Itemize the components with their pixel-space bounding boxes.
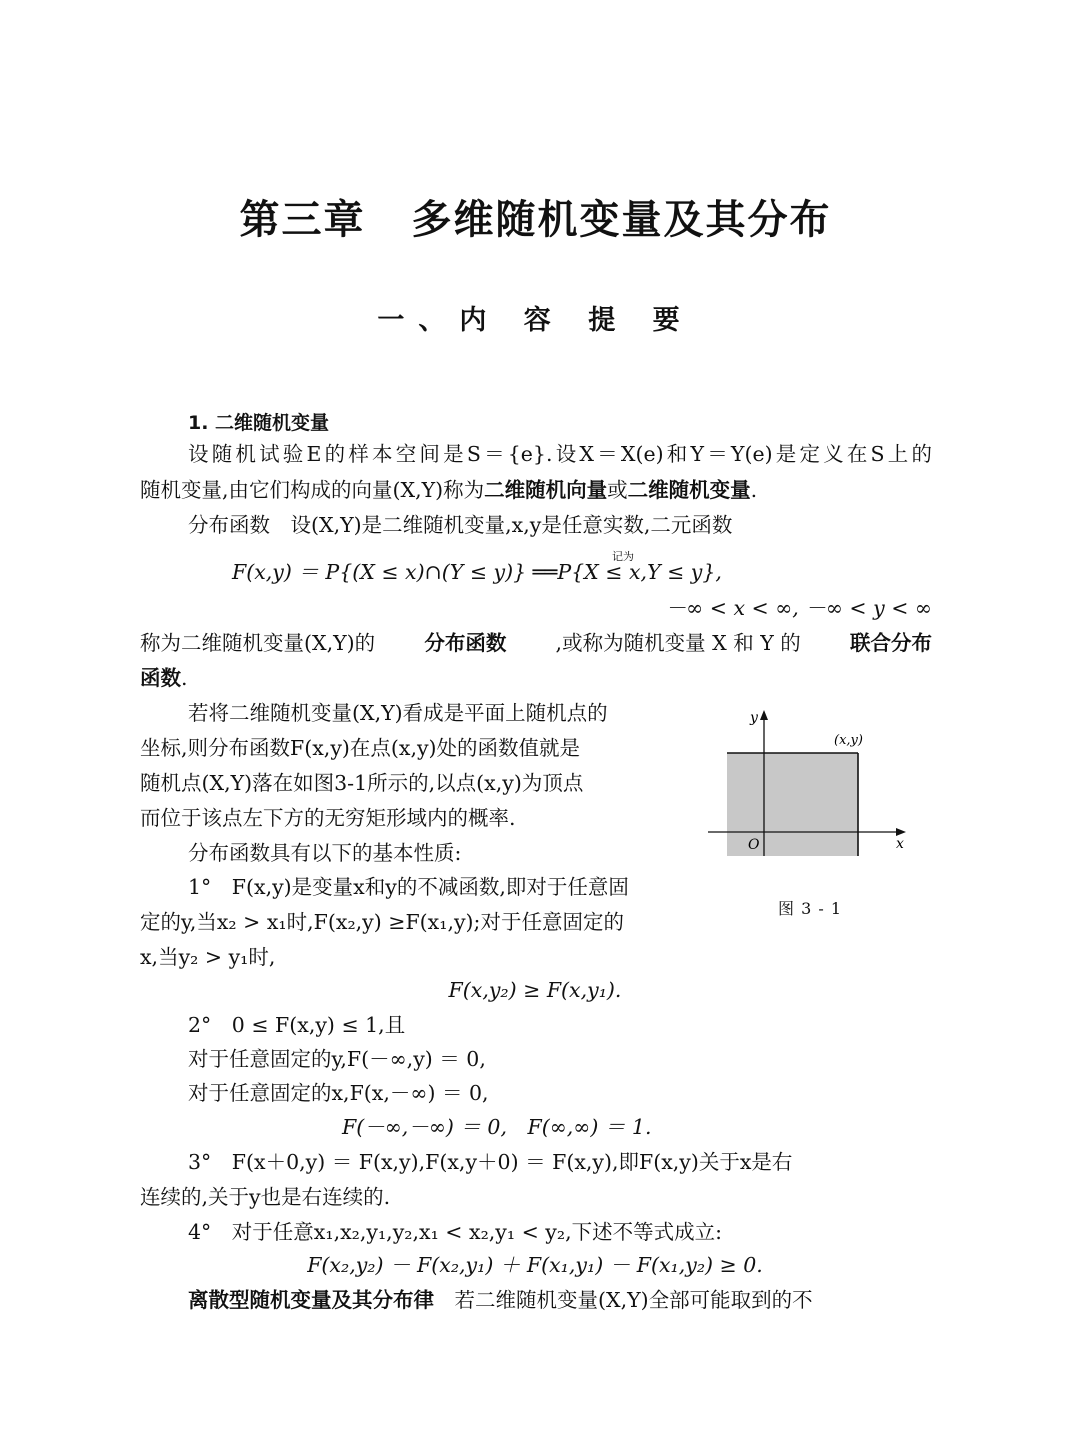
- property-4-line-1: 4° 对于任意x₁,x₂,y₁,y₂,x₁ < x₂,y₁ < y₂,下述不等式成立:: [188, 1220, 723, 1244]
- property-1-line-2: 定的y,当x₂ > x₁时,F(x₂,y) ≥F(x₁,y);对于任意固定的: [140, 910, 624, 934]
- term-distribution-function: 分布函数: [424, 631, 507, 655]
- chapter-title: [0, 188, 1071, 245]
- last-paragraph: [188, 1286, 813, 1314]
- text-run: 随机变量,由它们构成的向量(X,Y)称为: [140, 478, 485, 502]
- formula-label-noted-as: 记为: [612, 550, 634, 563]
- property-1-formula: F(x,y₂) ≥ F(x,y₁).: [448, 978, 622, 1002]
- origin-label: O: [748, 837, 760, 853]
- text-run: 设(X,Y)是二维随机变量,x,y是任意实数,二元函数: [270, 513, 733, 537]
- y-axis-arrow: [760, 710, 768, 720]
- shaded-region: [727, 753, 858, 856]
- text-run: ,或称为随机变量 X 和 Y 的: [555, 631, 801, 655]
- paragraph-2: [188, 511, 732, 539]
- chapter-name: 多维随机变量及其分布: [411, 197, 832, 243]
- term-distribution-function: 分布函数: [188, 513, 270, 537]
- term-joint-distribution: 联合分布: [849, 631, 932, 655]
- text-run: 称为二维随机变量(X,Y)的: [140, 631, 376, 655]
- paragraph-3-line-1: [140, 629, 932, 657]
- paragraph-4-line-3: 随机点(X,Y)落在如图3-1所示的,以点(x,y)为顶点: [140, 771, 584, 795]
- x-axis-arrow: [896, 828, 906, 836]
- text-run: 或: [607, 478, 628, 502]
- property-1-line-3: x,当y₂ > y₁时,: [140, 945, 276, 969]
- property-2-formula: F(－∞,－∞) ＝ 0, F(∞,∞) ＝ 1.: [342, 1115, 652, 1139]
- point-label: (x,y): [834, 733, 863, 748]
- property-1-line-1: 1° F(x,y)是变量x和y的不减函数,即对于任意固: [188, 875, 629, 899]
- property-3-line-2: 连续的,关于y也是右连续的.: [140, 1185, 391, 1209]
- text-run: 若二维随机变量(X,Y)全部可能取到的不: [434, 1288, 813, 1312]
- paragraph-4-line-1: 若将二维随机变量(X,Y)看成是平面上随机点的: [188, 701, 608, 725]
- chapter-number: 第三章: [239, 197, 366, 243]
- paragraph-1-line-2: [140, 476, 757, 504]
- property-3-line-1: 3° F(x＋0,y) ＝ F(x,y),F(x,y＋0) ＝ F(x,y),即F(x,y)关于x是右: [188, 1150, 793, 1174]
- subsection-heading: 1. 二维随机变量: [188, 412, 330, 434]
- formula-range: －∞ < x < ∞, －∞ < y < ∞: [665, 596, 932, 620]
- section-title: 一、内 容 提 要: [377, 305, 694, 336]
- property-4-formula: F(x₂,y₂) － F(x₂,y₁) ＋ F(x₁,y₁) － F(x₁,y₂) ≥ 0.: [307, 1253, 763, 1277]
- text-run: .: [750, 478, 758, 502]
- figure-caption: 图 3 - 1: [778, 899, 843, 918]
- y-axis-label: y: [750, 710, 758, 726]
- text-run: .: [181, 666, 188, 690]
- term-function: 函数: [140, 666, 181, 690]
- formula-joint-distribution: F(x,y) ＝ P{(X ≤ x)∩(Y ≤ y)} ══P{X ≤ x,Y ≤ y},: [232, 560, 722, 584]
- term-discrete-distribution: 离散型随机变量及其分布律: [188, 1288, 434, 1312]
- property-2-line-3: 对于任意固定的x,F(x,－∞) ＝ 0,: [188, 1081, 489, 1105]
- paragraph-1-line-1: 设随机试验E的样本空间是S＝{e}.设X＝X(e)和Y＝Y(e)是定义在S上的: [188, 442, 932, 466]
- property-2-line-2: 对于任意固定的y,F(－∞,y) ＝ 0,: [188, 1047, 486, 1071]
- x-axis-label: x: [896, 836, 904, 852]
- paragraph-3-line-2: [140, 664, 188, 692]
- term-random-vector: 二维随机向量: [484, 478, 608, 502]
- paragraph-4-line-4: 而位于该点左下方的无穷矩形域内的概率.: [140, 806, 516, 830]
- paragraph-4-line-2: 坐标,则分布函数F(x,y)在点(x,y)处的函数值就是: [140, 736, 581, 760]
- term-random-variable: 二维随机变量: [627, 478, 751, 502]
- paragraph-5: 分布函数具有以下的基本性质:: [188, 841, 462, 865]
- property-2-line-1: 2° 0 ≤ F(x,y) ≤ 1,且: [188, 1013, 406, 1037]
